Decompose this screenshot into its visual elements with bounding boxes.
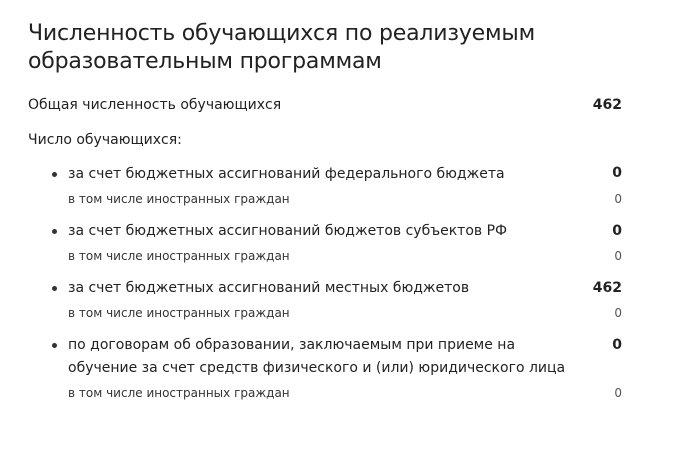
foreign-citizens-value: 0	[614, 306, 622, 320]
foreign-citizens-label: в том числе иностранных граждан	[68, 386, 290, 400]
funding-item-label: по договорам об образовании, заключаемым при приеме на обучение за счет средств физического и (или) юридического лица	[68, 337, 566, 376]
students-breakdown-heading: Число обучающихся:	[28, 132, 182, 148]
funding-item-label: за счет бюджетных ассигнований местных бюджетов	[68, 280, 470, 296]
foreign-citizens-label: в том числе иностранных граждан	[68, 306, 290, 320]
total-students-label: Общая численность обучающихся	[28, 97, 282, 113]
funding-item-contract	[28, 322, 624, 402]
total-students-value: 462	[592, 97, 622, 113]
foreign-citizens-row	[68, 190, 622, 208]
funding-item-value: 0	[612, 223, 622, 239]
funding-item-value: 0	[612, 337, 622, 353]
total-students-row	[28, 95, 624, 115]
funding-item-label: за счет бюджетных ассигнований федерального бюджета	[68, 166, 505, 182]
foreign-citizens-value: 0	[614, 249, 622, 263]
funding-source-list	[28, 150, 624, 402]
bullet-icon	[52, 286, 57, 291]
funding-item-label-wrap	[68, 265, 622, 300]
foreign-citizens-label: в том числе иностранных граждан	[68, 249, 290, 263]
foreign-citizens-row	[68, 304, 622, 322]
funding-item-value: 462	[592, 280, 622, 296]
funding-item-federal	[28, 150, 624, 208]
funding-item-label: за счет бюджетных ассигнований бюджетов субъектов РФ	[68, 223, 508, 239]
funding-item-local	[28, 265, 624, 322]
bullet-icon	[52, 343, 57, 348]
foreign-citizens-label: в том числе иностранных граждан	[68, 192, 290, 206]
funding-item-regional	[28, 208, 624, 265]
funding-item-label-wrap	[68, 322, 622, 380]
section-title: Численность обучающихся по реализуемым образовательным программам	[28, 21, 535, 74]
foreign-citizens-value: 0	[614, 192, 622, 206]
foreign-citizens-row	[68, 247, 622, 265]
students-count-panel	[28, 20, 624, 402]
funding-item-label-wrap	[68, 150, 622, 186]
foreign-citizens-row	[68, 384, 622, 402]
bullet-icon	[52, 229, 57, 234]
foreign-citizens-value: 0	[614, 386, 622, 400]
funding-item-value: 0	[612, 165, 622, 181]
funding-item-label-wrap	[68, 208, 622, 243]
bullet-icon	[52, 172, 57, 177]
